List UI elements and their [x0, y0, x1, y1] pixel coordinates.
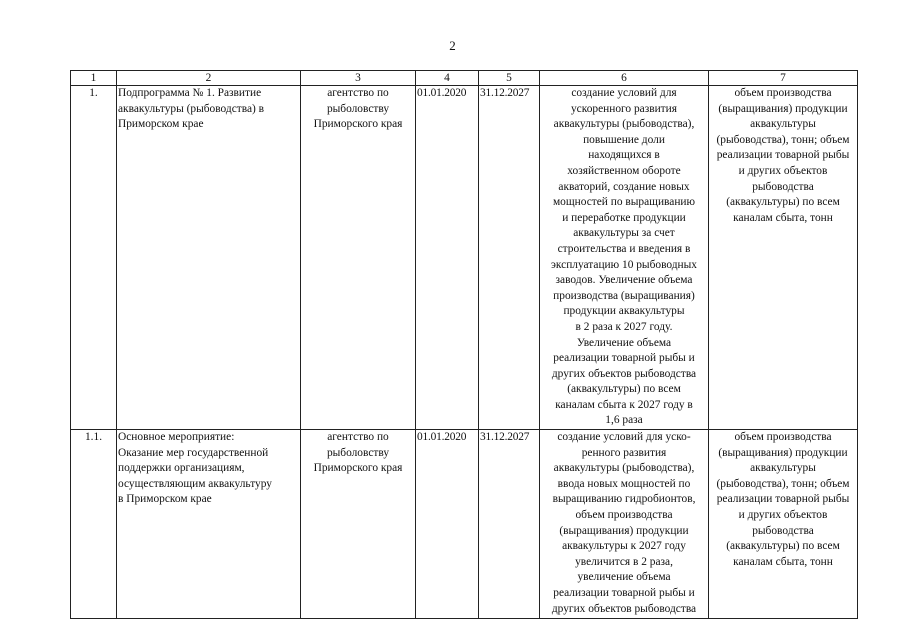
column-header: 1	[71, 71, 117, 86]
column-header: 7	[709, 71, 858, 86]
row-number: 1.	[71, 86, 117, 430]
expected-result: создание условий для уско- ренного развития аквакультуры (рыбоводства), ввода новых мощностей по выращиванию гидробионтов, объем производства (выращивания) продукции аквакультуры к 2027 году увеличится в 2 раза, увеличение объема реализации товарной рыбы и других объектов рыбоводства	[540, 430, 709, 619]
responsible-agency: агентство по рыболовству Приморского края	[301, 430, 416, 619]
end-date: 31.12.2027	[479, 430, 540, 619]
table-header-row	[71, 71, 858, 86]
table-row	[71, 86, 858, 430]
row-number: 1.1.	[71, 430, 117, 619]
column-header: 2	[117, 71, 301, 86]
column-header: 4	[416, 71, 479, 86]
program-name: Основное мероприятие: Оказание мер государственной поддержки организациям, осуществляющим аквакультуру в Приморском крае	[117, 430, 301, 619]
column-header: 3	[301, 71, 416, 86]
start-date: 01.01.2020	[416, 430, 479, 619]
program-name: Подпрограмма № 1. Развитие аквакультуры (рыбоводства) в Приморском крае	[117, 86, 301, 430]
end-date: 31.12.2027	[479, 86, 540, 430]
column-header: 6	[540, 71, 709, 86]
expected-result: создание условий для ускоренного развития аквакультуры (рыбоводства), повышение доли находящихся в хозяйственном обороте акваторий, создание новых мощностей по выращиванию и переработке продукции аквакультуры за счет строительства и введения в эксплуатацию 10 рыбоводных заводов. Увеличение объема производства (выращивания) продукции аквакультуры в 2 раза к 2027 году. Увеличение объема реализации товарной рыбы и других объектов рыбоводства (аквакультуры) по всем каналам сбыта к 2027 году в 1,6 раза	[540, 86, 709, 430]
program-table	[70, 70, 858, 619]
responsible-agency: агентство по рыболовству Приморского края	[301, 86, 416, 430]
indicator: объем производства (выращивания) продукции аквакультуры (рыбоводства), тонн; объем реализации товарной рыбы и других объектов рыбоводства (аквакультуры) по всем каналам сбыта, тонн	[709, 86, 858, 430]
column-header: 5	[479, 71, 540, 86]
page-number: 2	[449, 38, 456, 53]
start-date: 01.01.2020	[416, 86, 479, 430]
indicator: объем производства (выращивания) продукции аквакультуры (рыбоводства), тонн; объем реализации товарной рыбы и других объектов рыбоводства (аквакультуры) по всем каналам сбыта, тонн	[709, 430, 858, 619]
table-row	[71, 430, 858, 619]
